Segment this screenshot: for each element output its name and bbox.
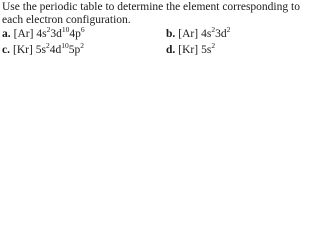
orbital-label: 5s	[201, 44, 212, 56]
orbital-exponent: 2	[211, 41, 216, 50]
orbital-label: 5p	[68, 44, 81, 56]
orbital	[201, 25, 216, 40]
orbital-label: 3d	[50, 28, 62, 40]
question-d	[166, 41, 216, 56]
orbital-label: 4s	[36, 28, 47, 40]
orbital-exponent: 2	[211, 25, 216, 34]
question-letter: a.	[2, 28, 11, 40]
question-letter: b.	[166, 28, 176, 40]
orbital	[69, 25, 85, 40]
orbital-label: 4p	[69, 28, 81, 40]
instruction-text: Use the periodic table to determine the element corresponding to each electron configuration.	[2, 1, 300, 26]
orbital	[36, 25, 51, 40]
noble-gas-core: [Ar]	[13, 28, 34, 40]
orbital	[35, 41, 50, 56]
orbital-exponent: 2	[46, 41, 50, 50]
orbital	[50, 25, 70, 40]
orbital-exponent: 10	[61, 25, 70, 34]
orbital	[49, 41, 69, 56]
orbital-exponent: 2	[46, 25, 51, 34]
orbital-exponent: 6	[80, 25, 85, 34]
question-letter: d.	[166, 44, 176, 56]
question-letter: c.	[2, 44, 10, 56]
orbital	[201, 41, 216, 56]
noble-gas-core: [Ar]	[178, 28, 199, 40]
noble-gas-core: [Kr]	[178, 44, 199, 56]
orbital-label: 4s	[201, 28, 212, 40]
orbital-label: 4d	[49, 44, 62, 56]
question-a	[2, 25, 85, 40]
orbital	[215, 25, 231, 40]
question-b	[166, 25, 231, 40]
question-c	[2, 41, 85, 56]
orbital-label: 3d	[215, 28, 227, 40]
problem-page	[0, 0, 308, 65]
orbital-exponent: 10	[61, 41, 69, 50]
orbital-exponent: 2	[80, 41, 85, 50]
orbital-exponent: 2	[226, 25, 231, 34]
noble-gas-core: [Kr]	[12, 44, 33, 56]
orbital-label: 5s	[35, 44, 47, 56]
orbital	[68, 41, 85, 56]
